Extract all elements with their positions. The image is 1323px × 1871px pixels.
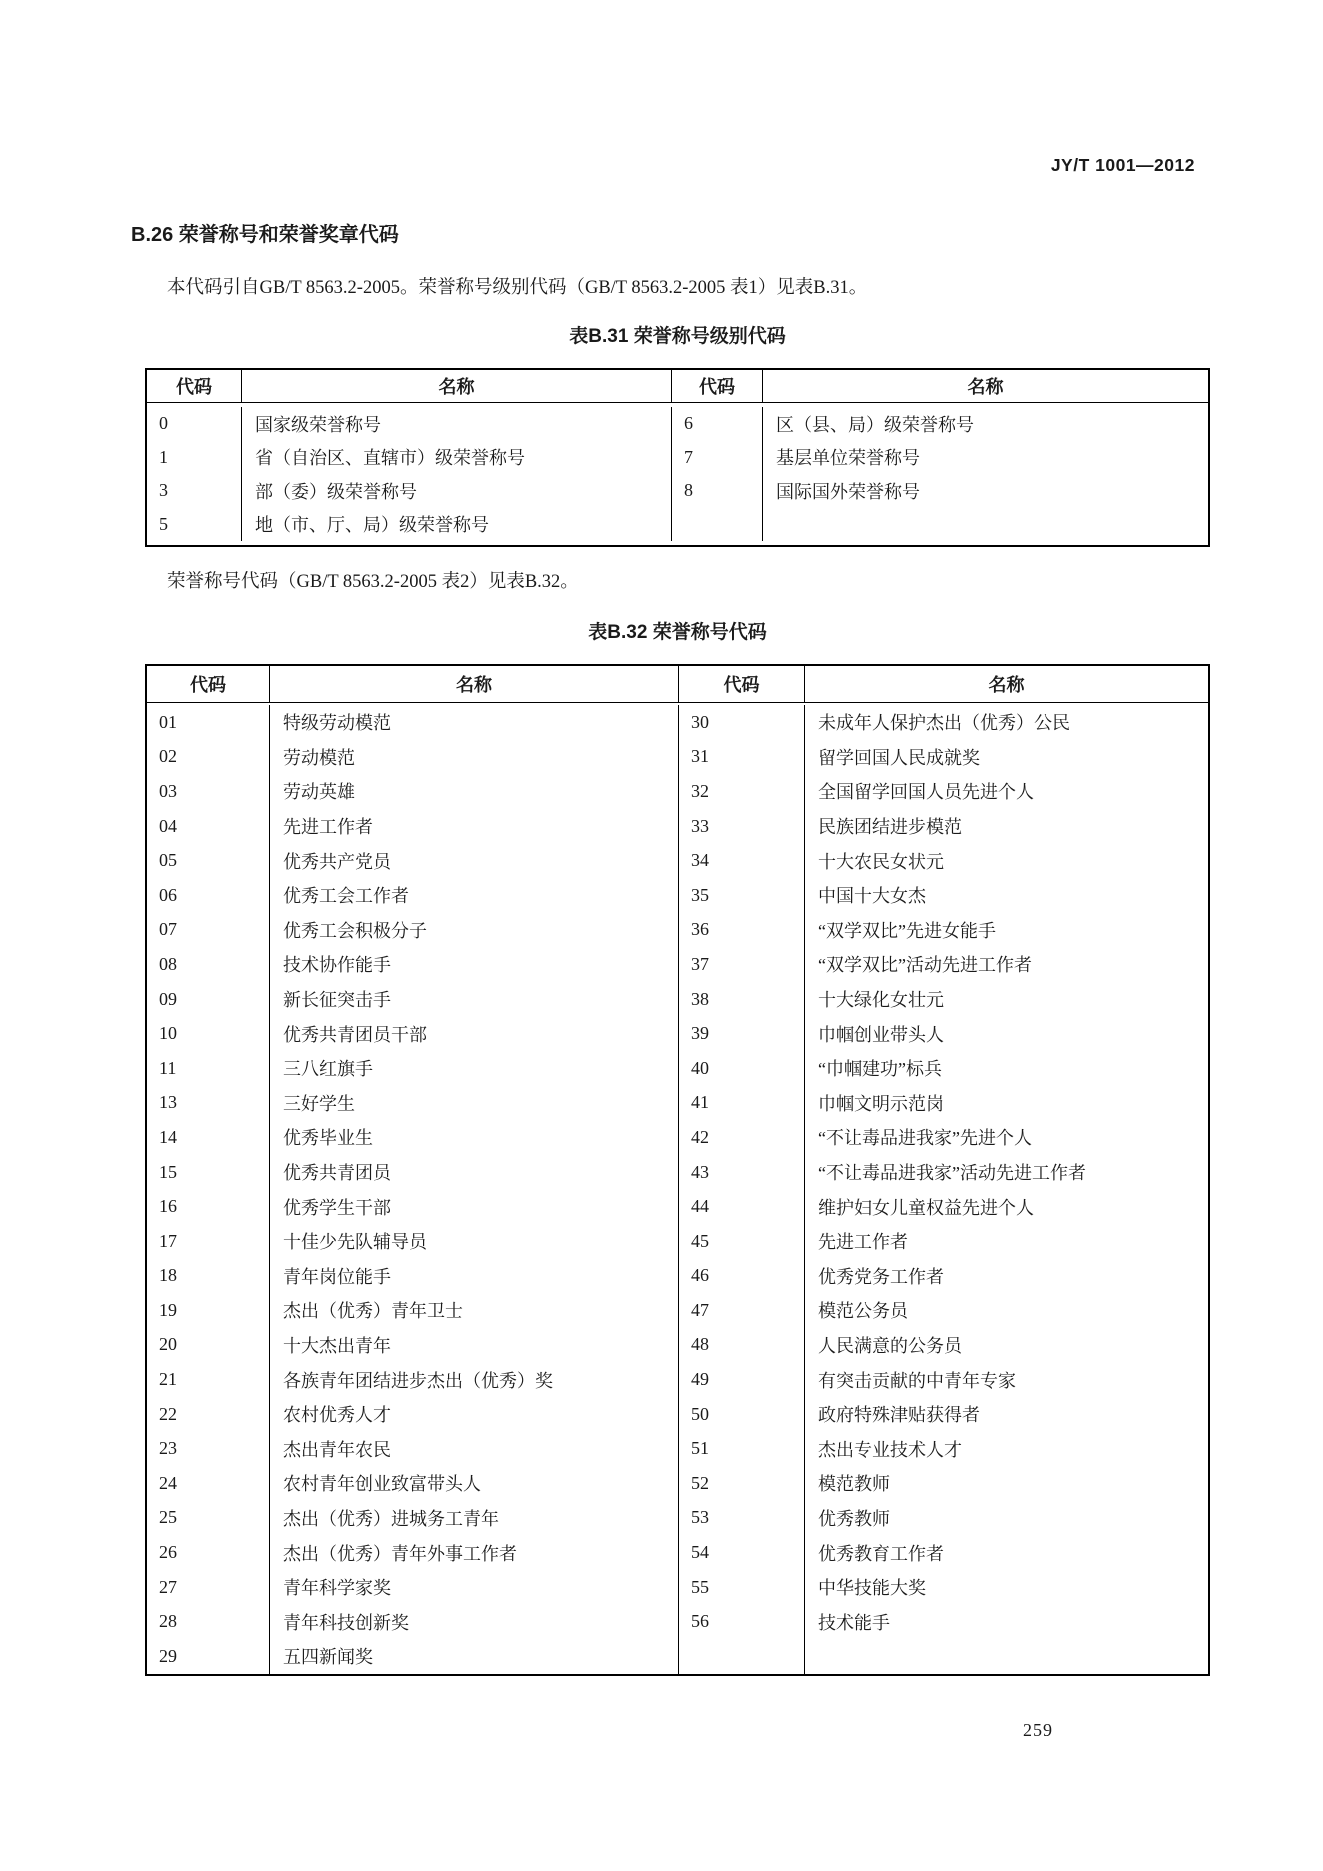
name-cell: 优秀共青团员 <box>283 1163 391 1184</box>
table-column <box>672 407 763 541</box>
code-cell: 55 <box>691 1576 709 1597</box>
table-b31 <box>145 368 1210 547</box>
code-cell: 20 <box>159 1334 177 1355</box>
name-cell: 基层单位荣誉称号 <box>776 448 920 469</box>
name-cell: 有突击贡献的中青年专家 <box>818 1370 1016 1391</box>
column-header-name: 名称 <box>988 675 1025 695</box>
code-cell: 28 <box>159 1611 177 1632</box>
code-cell: 40 <box>691 1057 709 1078</box>
code-cell: 17 <box>159 1230 177 1251</box>
name-cell: 杰出青年农民 <box>283 1439 391 1460</box>
name-cell: 地（市、厅、局）级荣誉称号 <box>255 515 489 536</box>
code-cell: 50 <box>691 1403 709 1424</box>
paragraph-intro-b31: 本代码引自GB/T 8563.2-2005。荣誉称号级别代码（GB/T 8563.2-2005 表1）见表B.31。 <box>167 278 868 298</box>
code-cell: 6 <box>684 413 693 434</box>
name-cell: 巾帼文明示范岗 <box>818 1093 944 1114</box>
code-cell: 33 <box>691 815 709 836</box>
code-cell: 46 <box>691 1265 709 1286</box>
name-cell: “巾帼建功”标兵 <box>818 1059 942 1080</box>
code-cell: 26 <box>159 1542 177 1563</box>
code-cell: 56 <box>691 1611 709 1632</box>
code-cell: 05 <box>159 850 177 871</box>
name-cell: 未成年人保护杰出（优秀）公民 <box>818 713 1070 734</box>
table-column <box>763 407 1208 541</box>
page-number: 259 <box>1023 1720 1053 1740</box>
table-b31-title: 表B.31 荣誉称号级别代码 <box>569 326 786 347</box>
name-cell: “双学双比”活动先进工作者 <box>818 955 1032 976</box>
name-cell: 各族青年团结进步杰出（优秀）奖 <box>283 1370 553 1391</box>
name-cell: 优秀毕业生 <box>283 1128 373 1149</box>
code-cell: 51 <box>691 1438 709 1459</box>
name-cell: 劳动模范 <box>283 747 355 768</box>
name-cell: 中国十大女杰 <box>818 886 926 907</box>
code-cell: 7 <box>684 446 693 467</box>
table-b31-body <box>147 403 1208 545</box>
code-cell: 31 <box>691 746 709 767</box>
column-header-code: 代码 <box>147 370 242 402</box>
name-cell: 先进工作者 <box>818 1232 908 1253</box>
name-cell: 杰出（优秀）青年外事工作者 <box>283 1543 517 1564</box>
name-cell: 技术协作能手 <box>283 955 391 976</box>
table-b32-body <box>147 703 1208 1674</box>
code-cell: 16 <box>159 1196 177 1217</box>
name-cell: 十大农民女状元 <box>818 851 944 872</box>
name-cell: 十佳少先队辅导员 <box>283 1232 427 1253</box>
code-cell: 18 <box>159 1265 177 1286</box>
name-cell: 部（委）级荣誉称号 <box>255 481 417 502</box>
name-cell: 十大杰出青年 <box>283 1335 391 1356</box>
name-cell: 农村优秀人才 <box>283 1405 391 1426</box>
name-cell: 十大绿化女壮元 <box>818 990 944 1011</box>
name-cell: 青年科学家奖 <box>283 1578 391 1599</box>
table-column <box>242 407 672 541</box>
code-cell: 21 <box>159 1369 177 1390</box>
code-cell: 25 <box>159 1507 177 1528</box>
name-cell: 五四新闻奖 <box>283 1647 373 1668</box>
name-cell: 政府特殊津贴获得者 <box>818 1405 980 1426</box>
code-cell: 39 <box>691 1023 709 1044</box>
code-cell: 44 <box>691 1196 709 1217</box>
table-b32-title: 表B.32 荣誉称号代码 <box>588 622 767 643</box>
code-cell: 13 <box>159 1092 177 1113</box>
name-cell: 优秀共产党员 <box>283 851 391 872</box>
code-cell: 37 <box>691 953 709 974</box>
name-cell: 模范公务员 <box>818 1301 908 1322</box>
code-cell: 43 <box>691 1161 709 1182</box>
code-cell: 35 <box>691 884 709 905</box>
name-cell: 国际国外荣誉称号 <box>776 481 920 502</box>
code-cell: 0 <box>159 413 168 434</box>
code-cell: 45 <box>691 1230 709 1251</box>
section-heading: B.26 荣誉称号和荣誉奖章代码 <box>131 224 399 246</box>
code-cell: 52 <box>691 1472 709 1493</box>
name-cell: 三八红旗手 <box>283 1059 373 1080</box>
code-cell: 53 <box>691 1507 709 1528</box>
name-cell: 全国留学回国人员先进个人 <box>818 782 1034 803</box>
name-cell: 优秀工会工作者 <box>283 886 409 907</box>
table-column <box>147 705 270 1674</box>
code-cell: 24 <box>159 1472 177 1493</box>
code-cell: 3 <box>159 480 168 501</box>
code-cell: 8 <box>684 480 693 501</box>
column-header-name: 名称 <box>242 370 672 402</box>
name-cell: 优秀教师 <box>818 1508 890 1529</box>
table-column <box>805 705 1208 1674</box>
name-cell: 技术能手 <box>818 1612 890 1633</box>
name-cell: 国家级荣誉称号 <box>255 414 381 435</box>
name-cell: 区（县、局）级荣誉称号 <box>776 414 974 435</box>
code-cell: 32 <box>691 780 709 801</box>
code-cell: 49 <box>691 1369 709 1390</box>
code-cell: 14 <box>159 1126 177 1147</box>
code-cell: 09 <box>159 988 177 1009</box>
code-cell: 47 <box>691 1299 709 1320</box>
code-cell: 19 <box>159 1299 177 1320</box>
code-cell: 5 <box>159 513 168 534</box>
name-cell: 民族团结进步模范 <box>818 817 962 838</box>
paragraph-intro-b32: 荣誉称号代码（GB/T 8563.2-2005 表2）见表B.32。 <box>167 572 579 592</box>
code-cell: 29 <box>159 1645 177 1666</box>
name-cell: 先进工作者 <box>283 817 373 838</box>
code-cell: 34 <box>691 850 709 871</box>
code-cell: 11 <box>159 1057 177 1078</box>
table-b32-header-row <box>147 666 1208 703</box>
name-cell: “双学双比”先进女能手 <box>818 920 996 941</box>
code-cell: 10 <box>159 1023 177 1044</box>
name-cell: 巾帼创业带头人 <box>818 1024 944 1045</box>
code-cell: 08 <box>159 953 177 974</box>
code-cell: 36 <box>691 919 709 940</box>
name-cell: 优秀工会积极分子 <box>283 920 427 941</box>
name-cell: 农村青年创业致富带头人 <box>283 1474 481 1495</box>
name-cell: 省（自治区、直辖市）级荣誉称号 <box>255 448 525 469</box>
table-b32 <box>145 664 1210 1676</box>
name-cell: 青年岗位能手 <box>283 1266 391 1287</box>
code-cell: 23 <box>159 1438 177 1459</box>
name-cell: 优秀共青团员干部 <box>283 1024 427 1045</box>
standard-number: JY/T 1001—2012 <box>1050 155 1195 175</box>
name-cell: 特级劳动模范 <box>283 713 391 734</box>
name-cell: 优秀党务工作者 <box>818 1266 944 1287</box>
code-cell: 54 <box>691 1542 709 1563</box>
column-header-name: 名称 <box>967 377 1004 397</box>
code-cell: 07 <box>159 919 177 940</box>
code-cell: 04 <box>159 815 177 836</box>
name-cell: 人民满意的公务员 <box>818 1335 962 1356</box>
table-column <box>270 705 679 1674</box>
name-cell: 三好学生 <box>283 1093 355 1114</box>
table-column <box>147 407 242 541</box>
code-cell: 30 <box>691 711 709 732</box>
name-cell: 杰出专业技术人才 <box>818 1439 962 1460</box>
code-cell: 15 <box>159 1161 177 1182</box>
name-cell: 杰出（优秀）进城务工青年 <box>283 1508 499 1529</box>
name-cell: “不让毒品进我家”先进个人 <box>818 1128 1032 1149</box>
code-cell: 48 <box>691 1334 709 1355</box>
table-column <box>679 705 805 1674</box>
name-cell: 劳动英雄 <box>283 782 355 803</box>
code-cell: 03 <box>159 780 177 801</box>
name-cell: 杰出（优秀）青年卫士 <box>283 1301 463 1322</box>
code-cell: 41 <box>691 1092 709 1113</box>
table-b31-header-row <box>147 370 1208 403</box>
code-cell: 22 <box>159 1403 177 1424</box>
name-cell: “不让毒品进我家”活动先进工作者 <box>818 1163 1086 1184</box>
name-cell: 模范教师 <box>818 1474 890 1495</box>
name-cell: 优秀学生干部 <box>283 1197 391 1218</box>
code-cell: 42 <box>691 1126 709 1147</box>
code-cell: 1 <box>159 446 168 467</box>
column-header-code: 代码 <box>672 370 763 402</box>
name-cell: 中华技能大奖 <box>818 1578 926 1599</box>
column-header-name: 名称 <box>270 666 679 702</box>
name-cell: 维护妇女儿童权益先进个人 <box>818 1197 1034 1218</box>
name-cell: 优秀教育工作者 <box>818 1543 944 1564</box>
code-cell: 06 <box>159 884 177 905</box>
column-header-code: 代码 <box>147 666 270 702</box>
name-cell: 新长征突击手 <box>283 990 391 1011</box>
name-cell: 青年科技创新奖 <box>283 1612 409 1633</box>
code-cell: 27 <box>159 1576 177 1597</box>
column-header-code: 代码 <box>679 666 805 702</box>
code-cell: 01 <box>159 711 177 732</box>
name-cell: 留学回国人民成就奖 <box>818 747 980 768</box>
code-cell: 38 <box>691 988 709 1009</box>
code-cell: 02 <box>159 746 177 767</box>
